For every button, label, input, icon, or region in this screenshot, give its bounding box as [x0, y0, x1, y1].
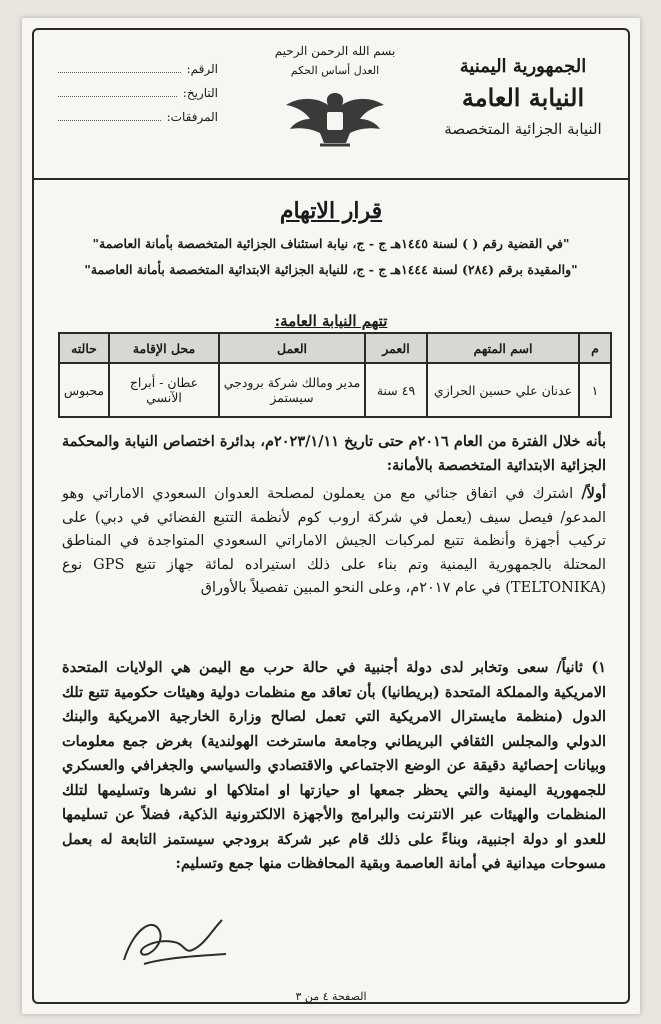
handwritten-signature — [114, 898, 234, 978]
charge-second-label: ١) ثانياً/ — [556, 659, 606, 676]
col-occupation: العمل — [219, 333, 365, 363]
charge-first-text: اشترك في اتفاق جنائي مع من يعملون لمصلحة العدوان السعودي الاماراتي وهو المدعو/ فيصل سيف (يعمل في شركة اروب كوم لأنظمة التتبع الفضائي في دبي) على تركيب أجهزة وأنظمة تتبع لمركبات الجيش الاماراتي السعودي المتواجدة في المناطق المحتلة بالجمهورية اليمنية وتم بناء على ذلك استيراده لمائة جهاز تتبع GPS نوع (TELTONIKA) في عام ٢٠١٧م، وعلى النحو المبين تفصيلاً بالأوراق — [62, 486, 606, 596]
cell-residence: عطان - أبراج الآنسي — [109, 363, 219, 417]
page-number-footer: الصفحة ٤ من ٣ — [295, 990, 367, 1003]
letterhead-right — [428, 56, 618, 138]
table-row — [59, 363, 611, 417]
attachments-label: المرفقات: — [166, 110, 218, 124]
table-header-row — [59, 333, 611, 363]
document-title: قرار الاتهام — [279, 198, 383, 224]
col-number: م — [579, 333, 611, 363]
accused-table — [58, 332, 612, 418]
motto: العدل أساس الحكم — [290, 64, 380, 77]
cell-name: عدنان علي حسين الحرازي — [427, 363, 579, 417]
country-name: الجمهورية اليمنية — [459, 56, 587, 77]
letterhead-center — [260, 44, 410, 151]
date-label: التاريخ: — [182, 86, 218, 100]
cell-occupation: مدير ومالك شركة برودجي سيستمز — [219, 363, 365, 417]
cell-number: ١ — [579, 363, 611, 417]
col-status: حالته — [59, 333, 109, 363]
eagle-emblem-icon — [280, 85, 390, 151]
charge-second-paragraph — [62, 656, 606, 877]
authority-name: النيابة العامة — [461, 83, 585, 112]
header-divider — [34, 178, 628, 180]
cell-age: ٤٩ سنة — [365, 363, 427, 417]
basmala: بسم الله الرحمن الرحيم — [274, 44, 396, 58]
col-name: اسم المتهم — [427, 333, 579, 363]
col-age: العمر — [365, 333, 427, 363]
case-line-2: "والمقيدة برقم (٢٨٤) لسنة ١٤٤٤هـ ج - ج، للنيابة الجزائية الابتدائية المتخصصة بأمانة العاصمة" — [84, 262, 578, 277]
intro-paragraph: بأنه خلال الفترة من العام ٢٠١٦م حتى تاريخ ٢٠٢٣/١/١١م، بدائرة اختصاص النيابة والمحكمة الجزائية الابتدائية المتخصصة بالأمانة: — [62, 433, 606, 474]
case-line-1: "في القضية رقم ( ) لسنة ١٤٤٥هـ ج - ج، نيابة استئناف الجزائية المتخصصة بأمانة العاصمة" — [92, 236, 570, 251]
department-name: النيابة الجزائية المتخصصة — [444, 120, 602, 138]
charge-first-paragraph — [62, 482, 606, 601]
number-label: الرقم: — [186, 62, 218, 76]
charge-second-text: سعى وتخابر لدى دولة أجنبية في حالة حرب مع اليمن هي الولايات المتحدة الامريكية والمملكة المتحدة (بريطانيا) بأن تعاقد مع منظمات دولية وهيئات حكومية تتبع تلك الدول (منظمة مايسترال الامريكية التي تعمل لصالح وزارة الخارجية الامريكية والبنك الدولي والمجلس الثقافي البريطاني وجامعة ماسترخت الهولندية) بغرض جمع معلومات وبيانات إحصائية دقيقة عن الوضع الاجتماعي والاقتصادي والسياسي والجغرافي والعسكري للجمهورية اليمنية والتي يحظر جمعها او حيازتها او امتلاكها او نشرها وتسليمها لتلك المنظمات والهيئات عبر الانترنت والبرامج والأجهزة الالكترونية الذكية، فضلاً عن تسليمها للعدو او دولة اجنبية، وبناءً على ذلك قام عبر شركة برودجي سيستمز التابعة له بعمل مسوحات ميدانية في أمانة العاصمة وبقية المحافظات منها جمع وتسليم: — [62, 659, 606, 872]
document-page — [22, 18, 640, 1014]
col-residence: محل الإقامة — [109, 333, 219, 363]
charge-first-label: أولاً/ — [581, 485, 606, 502]
charge-heading: تتهم النيابة العامة: — [274, 312, 388, 330]
letterhead-left — [58, 62, 218, 134]
cell-status: محبوس — [59, 363, 109, 417]
